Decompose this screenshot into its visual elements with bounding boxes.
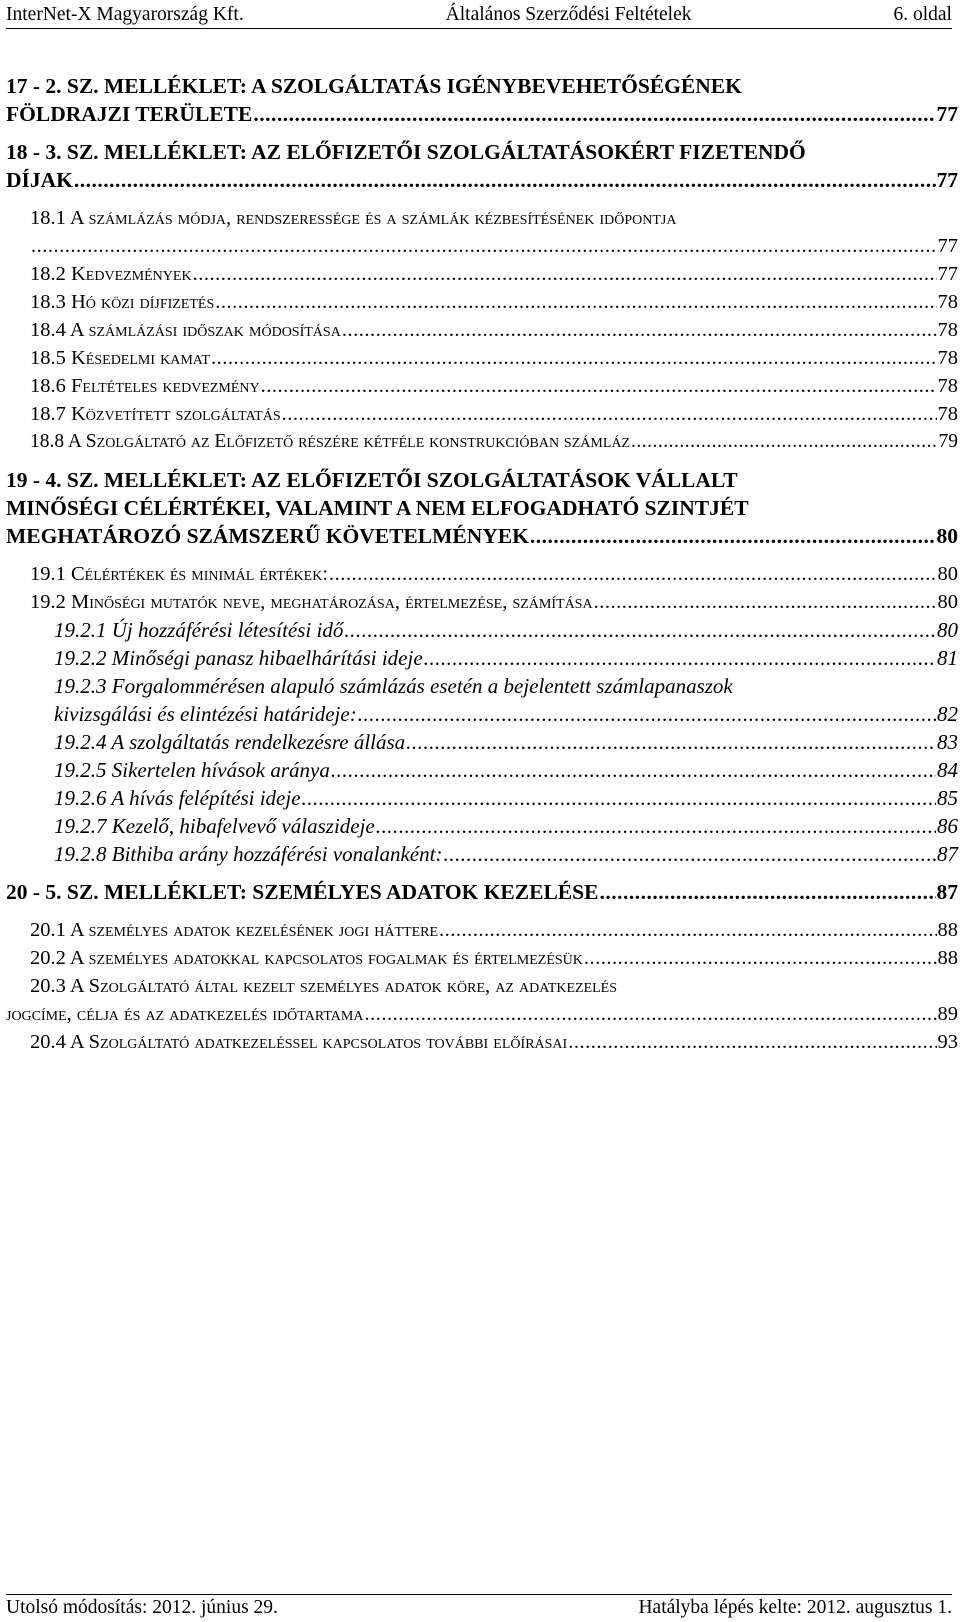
dot-leader [74,166,936,194]
toc-entry-text: 18.4 A számlázási időszak módosítása [30,319,341,341]
dot-leader [282,400,937,428]
toc-entry-text: 19.2.7 Kezelő, hibafelvevő válaszideje [54,814,375,838]
toc-page-number: 93 [937,1031,958,1053]
dot-leader [439,916,936,944]
dot-leader [253,100,935,128]
toc-page-number: 78 [937,319,958,341]
toc-page-number: 78 [937,291,958,313]
toc-entry-19-2-7[interactable] [6,812,958,840]
toc-entry-text: 19.2.2 Minőségi panasz hibaelhárítási ideje [54,646,423,670]
toc-entry-text: 18.8 A Szolgáltató az Előfizető részére kétféle konstrukcióban számláz [30,431,631,452]
toc-entry-20-3[interactable] [6,972,958,1028]
toc-page-number: 78 [937,375,958,397]
toc-entry-text: 20.2 A személyes adatokkal kapcsolatos fogalmak és értelmezésük [30,947,583,969]
toc-page-number: 80 [936,524,958,548]
dot-leader [594,588,937,616]
toc-entry-text: 18.2 Kedvezmények [30,263,192,285]
toc-page-number: 77 [937,263,958,285]
toc-page-number: 85 [937,786,958,810]
toc-entry-18-1[interactable] [6,204,958,260]
dot-leader [568,1028,936,1056]
dot-leader [631,428,937,456]
dot-leader [331,756,936,784]
toc-page-number: 87 [937,842,958,866]
footer-last-modified: Utolsó módosítás: 2012. június 29. [6,1597,278,1618]
dot-leader [376,812,936,840]
toc-entry-text: 19.1 Célértékek és minimál értékek: [30,563,329,585]
toc-page-number: 81 [937,646,958,670]
toc-entry-18-4[interactable] [6,316,958,344]
dot-leader [342,316,937,344]
toc-page-number: 87 [936,880,958,904]
footer-effective-date: Hatályba lépés kelte: 2012. augusztus 1. [638,1597,952,1618]
toc-entry-text: 20.3 A Szolgáltató által kezelt személyes adatok köre, az adatkezelés [30,975,618,997]
toc-entry-text: DÍJAK [6,168,73,192]
toc-page-number: 83 [937,730,958,754]
dot-leader [211,344,937,372]
toc-page-number: 78 [937,403,958,425]
toc-page-number: 80 [937,618,958,642]
toc-page-number: 77 [936,168,958,192]
toc-entry-text: MEGHATÁROZÓ SZÁMSZERŰ KÖVETELMÉNYEK [6,524,529,548]
toc-entry-text: 18 - 3. SZ. MELLÉKLET: AZ ELŐFIZETŐI SZOLGÁLTATÁSOKÉRT FIZETENDŐ [6,140,806,164]
toc-entry-18[interactable] [6,138,958,194]
header-document-title: Általános Szerződési Feltételek [445,4,692,25]
toc-entry-19[interactable] [6,466,958,550]
toc-entry-text: 20.4 A Szolgáltató adatkezeléssel kapcsolatos további előírásai [30,1031,568,1053]
toc-entry-text: FÖLDRAJZI TERÜLETE [6,102,253,126]
toc-page-number: 82 [937,702,958,726]
toc-entry-18-8[interactable] [6,428,958,456]
toc-entry-text: 18.1 A számlázás módja, rendszeressége és a számlák kézbesítésének időpontja [30,207,677,229]
toc-page-number: 77 [936,102,958,126]
dot-leader [31,232,937,260]
toc-entry-20-1[interactable] [6,916,958,944]
toc-entry-20[interactable] [6,878,958,906]
toc-page-number: 88 [937,919,958,941]
toc-entry-19-1[interactable] [6,560,958,588]
toc-entry-19-2-4[interactable] [6,728,958,756]
toc-entry-text: 20.1 A személyes adatok kezelésének jogi háttere [30,919,439,941]
toc-entry-19-2-3[interactable] [6,672,958,728]
toc-entry-text: 20 - 5. SZ. MELLÉKLET: SZEMÉLYES ADATOK KEZELÉSE [6,880,599,904]
dot-leader [302,784,936,812]
toc-entry-text: 19.2.3 Forgalommérésen alapuló számlázás esetén a bejelentett számlapanaszok [54,674,733,698]
toc-entry-text: 18.3 Hó közi díjfizetés [30,291,215,313]
toc-entry-18-5[interactable] [6,344,958,372]
toc-entry-17[interactable] [6,72,958,128]
toc-page-number: 86 [937,814,958,838]
dot-leader [406,728,936,756]
toc-entry-text: 18.7 Közvetített szolgáltatás [30,403,281,425]
toc-entry-19-2-1[interactable] [6,616,958,644]
toc-entry-text: kivizsgálási és elintézési határideje: [54,702,357,726]
toc-entry-text: jogcíme, célja és az adatkezelés időtartama [6,1003,364,1025]
toc-entry-19-2-5[interactable] [6,756,958,784]
dot-leader [344,616,936,644]
toc-page-number: 84 [937,758,958,782]
dot-leader [443,840,936,868]
header-page-number: 6. oldal [893,4,952,25]
toc-entry-text: 19.2.1 Új hozzáférési létesítési idő [54,618,344,642]
dot-leader [358,700,936,728]
toc-page-number: 78 [937,347,958,369]
toc-entry-19-2-2[interactable] [6,644,958,672]
toc-entry-18-7[interactable] [6,400,958,428]
toc-entry-20-4[interactable] [6,1028,958,1056]
dot-leader [599,878,935,906]
toc-entry-18-6[interactable] [6,372,958,400]
toc-entry-text: 19 - 4. SZ. MELLÉKLET: AZ ELŐFIZETŐI SZOLGÁLTATÁSOK VÁLLALT [6,468,738,492]
toc-entry-19-2[interactable] [6,588,958,616]
toc-page-number: 89 [937,1003,958,1025]
dot-leader [193,260,937,288]
header-company: InterNet-X Magyarország Kft. [6,4,244,25]
dot-leader [364,1000,936,1028]
toc-page-number: 79 [938,431,958,452]
toc-entry-19-2-6[interactable] [6,784,958,812]
toc-entry-text: MINŐSÉGI CÉLÉRTÉKEI, VALAMINT A NEM ELFOGADHATÓ SZINTJÉT [6,496,749,520]
toc-page-number: 77 [937,235,958,257]
toc-entry-text: 18.6 Feltételes kedvezmény [30,375,260,397]
toc-entry-text: 19.2 Minőségi mutatók neve, meghatározása, értelmezése, számítása [30,591,593,613]
toc-page-number: 80 [937,563,958,585]
toc-entry-text: 19.2.6 A hívás felépítési ideje [54,786,301,810]
toc-page-number: 80 [937,591,958,613]
toc-entry-18-2[interactable] [6,260,958,288]
page-header [6,2,952,29]
toc-entry-text: 17 - 2. SZ. MELLÉKLET: A SZOLGÁLTATÁS IGÉNYBEVEHETŐSÉGÉNEK [6,74,742,98]
toc-page-number: 88 [937,947,958,969]
toc-entry-text: 18.5 Késedelmi kamat [30,347,210,369]
dot-leader [261,372,937,400]
dot-leader [424,644,936,672]
toc-entry-text: 19.2.8 Bithiba arány hozzáférési vonalanként: [54,842,443,866]
toc-entry-text: 19.2.5 Sikertelen hívások aránya [54,758,330,782]
dot-leader [530,522,936,550]
toc-entry-19-2-8[interactable] [6,840,958,868]
dot-leader [215,288,936,316]
toc-entry-text: 19.2.4 A szolgáltatás rendelkezésre állása [54,730,406,754]
table-of-contents [6,72,958,1056]
dot-leader [329,560,936,588]
dot-leader [584,944,937,972]
toc-entry-20-2[interactable] [6,944,958,972]
toc-entry-18-3[interactable] [6,288,958,316]
page-footer [6,1594,952,1621]
